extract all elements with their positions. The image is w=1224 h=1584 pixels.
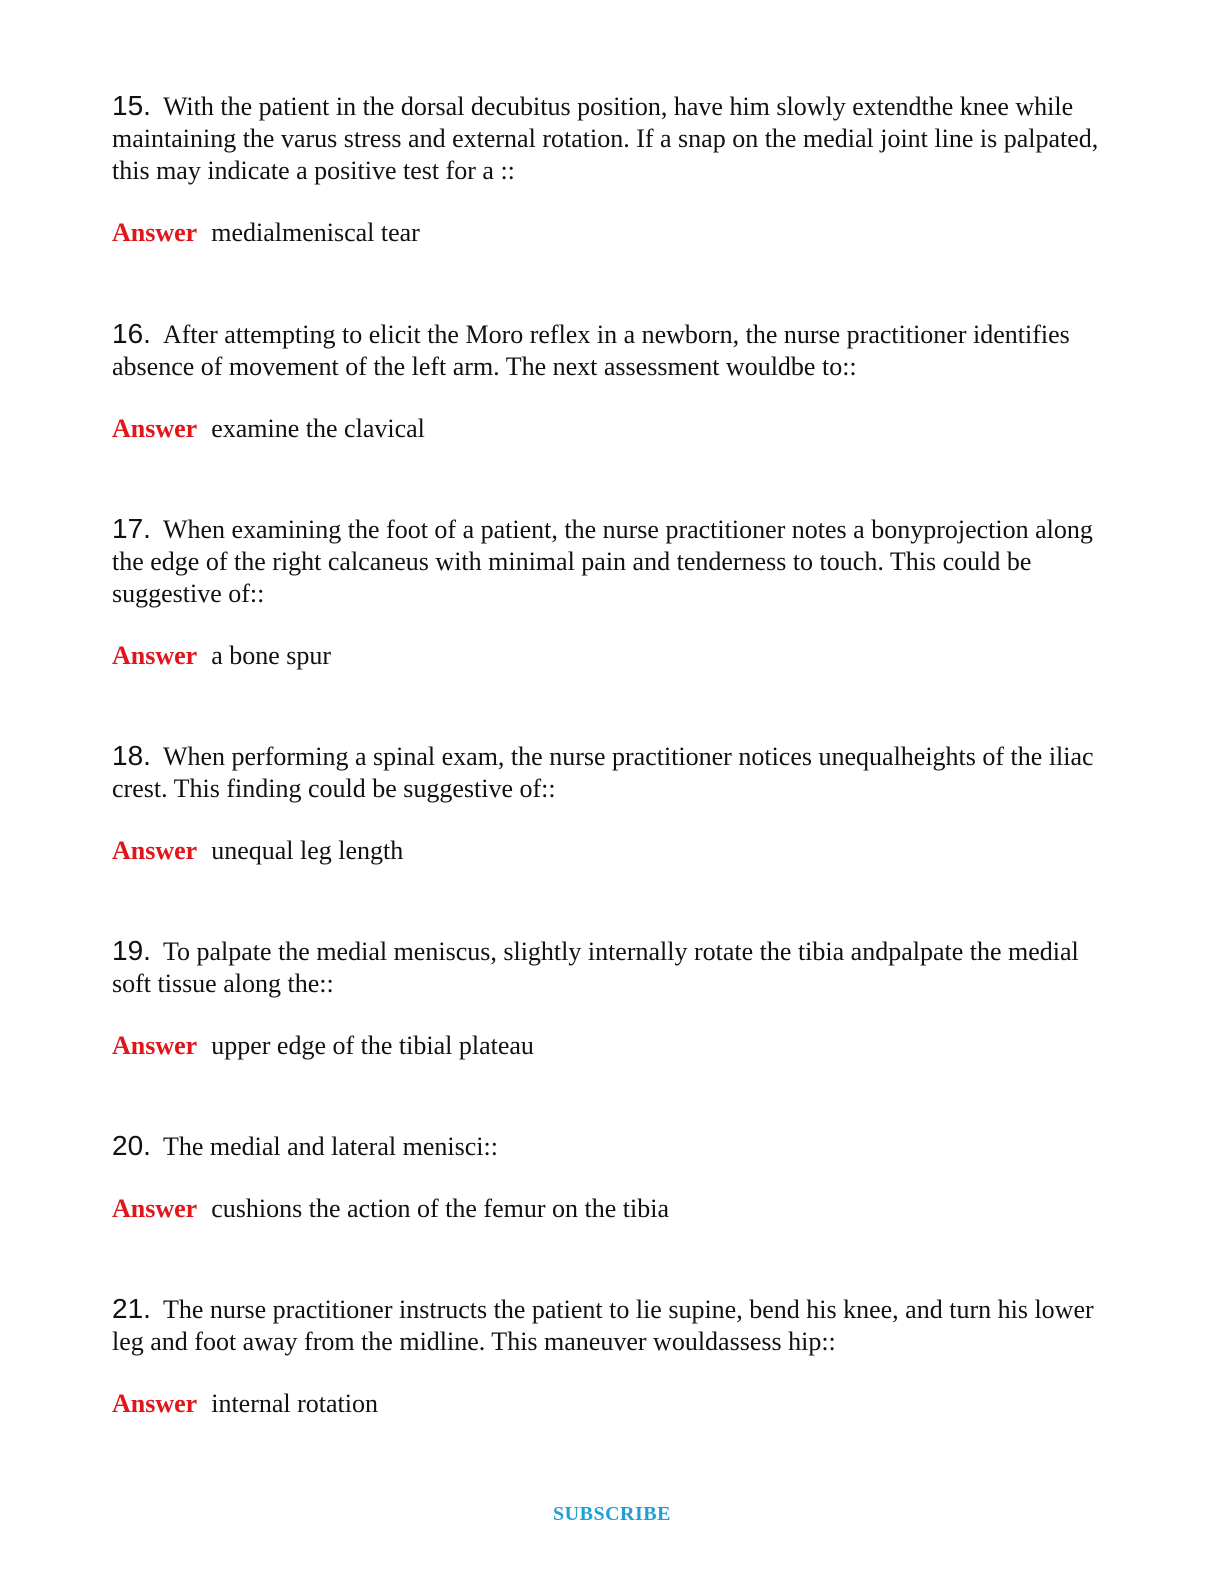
qa-item-20 bbox=[112, 1130, 1122, 1225]
answer-label: Answer bbox=[112, 414, 198, 443]
question-number: 16. bbox=[112, 318, 151, 349]
question-text: When examining the foot of a patient, the nurse practitioner notes a bonyprojection along the edge of the right calcaneus with minimal pain and tenderness to touch. This could be suggestive of:: bbox=[112, 515, 1093, 608]
question-21 bbox=[112, 1293, 1122, 1358]
qa-item-19 bbox=[112, 935, 1122, 1062]
answer-20 bbox=[112, 1193, 1122, 1225]
answer-text: internal rotation bbox=[211, 1389, 378, 1418]
answer-text: upper edge of the tibial plateau bbox=[211, 1031, 534, 1060]
answer-text: a bone spur bbox=[211, 641, 332, 670]
question-16 bbox=[112, 318, 1122, 383]
answer-text: examine the clavical bbox=[211, 414, 425, 443]
answer-18 bbox=[112, 835, 1122, 867]
question-text: The medial and lateral menisci:: bbox=[162, 1132, 498, 1161]
answer-label: Answer bbox=[112, 1389, 198, 1418]
subscribe-link[interactable]: SUBSCRIBE bbox=[553, 1503, 671, 1525]
qa-item-16 bbox=[112, 318, 1122, 445]
question-text: When performing a spinal exam, the nurse practitioner notices unequalheights of the iliac crest. This finding could be suggestive of:: bbox=[112, 742, 1094, 803]
answer-19 bbox=[112, 1030, 1122, 1062]
qa-item-18 bbox=[112, 740, 1122, 867]
question-text: With the patient in the dorsal decubitus position, have him slowly extendthe knee while maintaining the varus stress and external rotation. If a snap on the medial joint line is palpated, this may indicate a positive test for a :: bbox=[112, 92, 1099, 185]
question-15 bbox=[112, 90, 1122, 187]
question-number: 18. bbox=[112, 740, 151, 771]
question-19 bbox=[112, 935, 1122, 1000]
qa-item-17 bbox=[112, 513, 1122, 672]
qa-item-21 bbox=[112, 1293, 1122, 1420]
answer-label: Answer bbox=[112, 1194, 198, 1223]
question-17 bbox=[112, 513, 1122, 610]
question-18 bbox=[112, 740, 1122, 805]
answer-text: cushions the action of the femur on the tibia bbox=[211, 1194, 669, 1223]
answer-text: medialmeniscal tear bbox=[211, 218, 420, 247]
answer-15 bbox=[112, 217, 1122, 249]
answer-16 bbox=[112, 413, 1122, 445]
question-text: To palpate the medial meniscus, slightly internally rotate the tibia andpalpate the medial soft tissue along the:: bbox=[112, 937, 1079, 998]
answer-17 bbox=[112, 640, 1122, 672]
answer-label: Answer bbox=[112, 218, 198, 247]
question-number: 15. bbox=[112, 90, 151, 121]
answer-label: Answer bbox=[112, 836, 198, 865]
answer-21 bbox=[112, 1388, 1122, 1420]
answer-text: unequal leg length bbox=[211, 836, 404, 865]
question-text: The nurse practitioner instructs the patient to lie supine, bend his knee, and turn his lower leg and foot away from the midline. This maneuver wouldassess hip:: bbox=[112, 1295, 1094, 1356]
question-text: After attempting to elicit the Moro reflex in a newborn, the nurse practitioner identifies absence of movement of the left arm. The next assessment wouldbe to:: bbox=[112, 320, 1070, 381]
qa-item-15 bbox=[112, 90, 1122, 249]
question-number: 20. bbox=[112, 1130, 151, 1161]
answer-label: Answer bbox=[112, 1031, 198, 1060]
question-number: 21. bbox=[112, 1293, 151, 1324]
answer-label: Answer bbox=[112, 641, 198, 670]
question-number: 19. bbox=[112, 935, 151, 966]
question-number: 17. bbox=[112, 513, 151, 544]
question-20 bbox=[112, 1130, 1122, 1163]
